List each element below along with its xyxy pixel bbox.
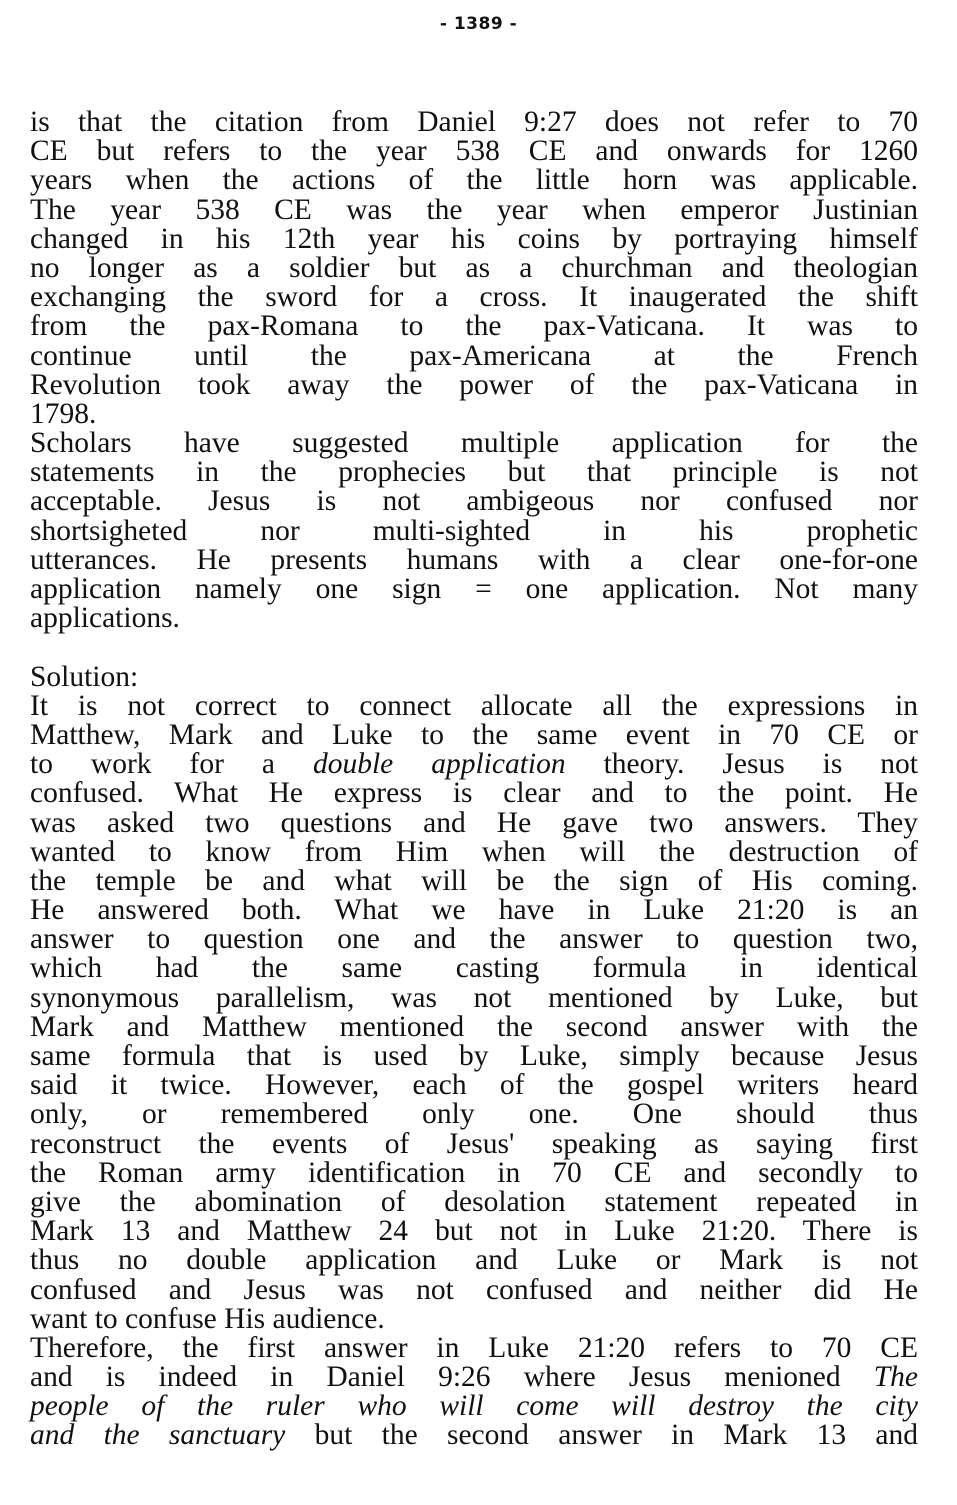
text-line-with-italic <box>30 1363 918 1392</box>
text-line: give the abomination of desolation statement repeated in <box>30 1185 918 1218</box>
text-line: changed in his 12th year his coins by portraying himself <box>30 222 918 255</box>
text-line: no longer as a soldier but as a churchman and theologian <box>30 251 918 284</box>
text-line: which had the same casting formula in identical <box>30 952 918 985</box>
text-line: said it twice. However, each of the gospel writers heard <box>30 1069 918 1102</box>
italic-run: The <box>873 1361 918 1394</box>
paragraph-1 <box>30 108 918 429</box>
text-line: only, or remembered only one. One should thus <box>30 1098 918 1131</box>
text-line: reconstruct the events of Jesus' speaking as saying first <box>30 1127 918 1160</box>
text-line: Mark 13 and Matthew 24 but not in Luke 21:20. There is <box>30 1215 918 1248</box>
text-line: wanted to know from Him when will the destruction of <box>30 835 918 868</box>
text-line: It is not correct to connect allocate all the expressions in <box>30 689 918 722</box>
text-line: Matthew, Mark and Luke to the same event in 70 CE or <box>30 718 918 751</box>
text-line: the Roman army identification in 70 CE and secondly to <box>30 1156 918 1189</box>
text-line: same formula that is used by Luke, simply because Jesus <box>30 1040 918 1072</box>
paragraph-therefore <box>30 1331 918 1452</box>
text-line: confused. What He express is clear and to the point. He <box>30 777 918 810</box>
text-line: Therefore, the first answer in Luke 21:20 refers to 70 CE <box>30 1331 918 1364</box>
text-line: shortsigheted nor multi-sighted in his prophetic <box>30 514 918 547</box>
italic-run: and the sanctuary <box>30 1419 286 1452</box>
text-line: confused and Jesus was not confused and neither did He <box>30 1273 918 1306</box>
text-line: Mark and Matthew mentioned the second answer with the <box>30 1010 918 1043</box>
text-line: synonymous parallelism, was not mentioned by Luke, but <box>30 981 918 1014</box>
text-line: The year 538 CE was the year when emperor Justinian <box>30 193 918 226</box>
text-line: statements in the prophecies but that principle is not <box>30 456 918 489</box>
text-line: He answered both. What we have in Luke 21:20 is an <box>30 894 918 927</box>
text-line: acceptable. Jesus is not ambigeous nor confused nor <box>30 485 918 518</box>
page-number: - 1389 - <box>439 14 518 34</box>
text-line: years when the actions of the little horn was applicable. <box>30 164 918 197</box>
text-line-italic <box>30 1392 918 1421</box>
paragraph-gap <box>30 633 918 662</box>
body-text <box>30 108 918 1451</box>
text-run: and is indeed in Daniel 9:26 where Jesus menioned <box>30 1361 874 1394</box>
text-line: from the pax-Romana to the pax-Vaticana. It was to <box>30 310 918 343</box>
paragraph-2 <box>30 429 918 633</box>
text-line: is that the citation from Daniel 9:27 does not refer to 70 <box>30 106 918 138</box>
text-run: theory. Jesus is not <box>565 748 918 781</box>
text-line: want to confuse His audience. <box>30 1302 385 1335</box>
text-line: 1798. <box>30 397 97 430</box>
text-line: Revolution took away the power of the pax-Vaticana in <box>30 368 918 401</box>
text-line: exchanging the sword for a cross. It inaugerated the shift <box>30 281 918 314</box>
text-line: the temple be and what will be the sign of His coming. <box>30 864 918 897</box>
text-line: Scholars have suggested multiple application for the <box>30 427 918 460</box>
text-line: continue until the pax-Americana at the French <box>30 339 918 372</box>
text-line: utterances. He presents humans with a clear one-for-one <box>30 543 918 576</box>
paragraph-solution <box>30 660 918 1335</box>
italic-run: people of the ruler who will come will destroy the city <box>30 1390 918 1423</box>
text-line-with-italic <box>30 750 918 779</box>
text-line: applications. <box>30 602 180 635</box>
section-heading: Solution: <box>30 660 139 693</box>
italic-run: double application <box>312 748 566 781</box>
text-line: answer to question one and the answer to question two, <box>30 923 918 956</box>
text-run: to work for a <box>30 748 313 781</box>
text-line: was asked two questions and He gave two answers. They <box>30 806 918 839</box>
text-line-with-italic <box>30 1421 918 1450</box>
text-line: application namely one sign = one application. Not many <box>30 573 918 605</box>
text-line: thus no double application and Luke or Mark is not <box>30 1244 918 1277</box>
text-line: CE but refers to the year 538 CE and onwards for 1260 <box>30 135 918 168</box>
text-run: but the second answer in Mark 13 and <box>285 1419 918 1452</box>
